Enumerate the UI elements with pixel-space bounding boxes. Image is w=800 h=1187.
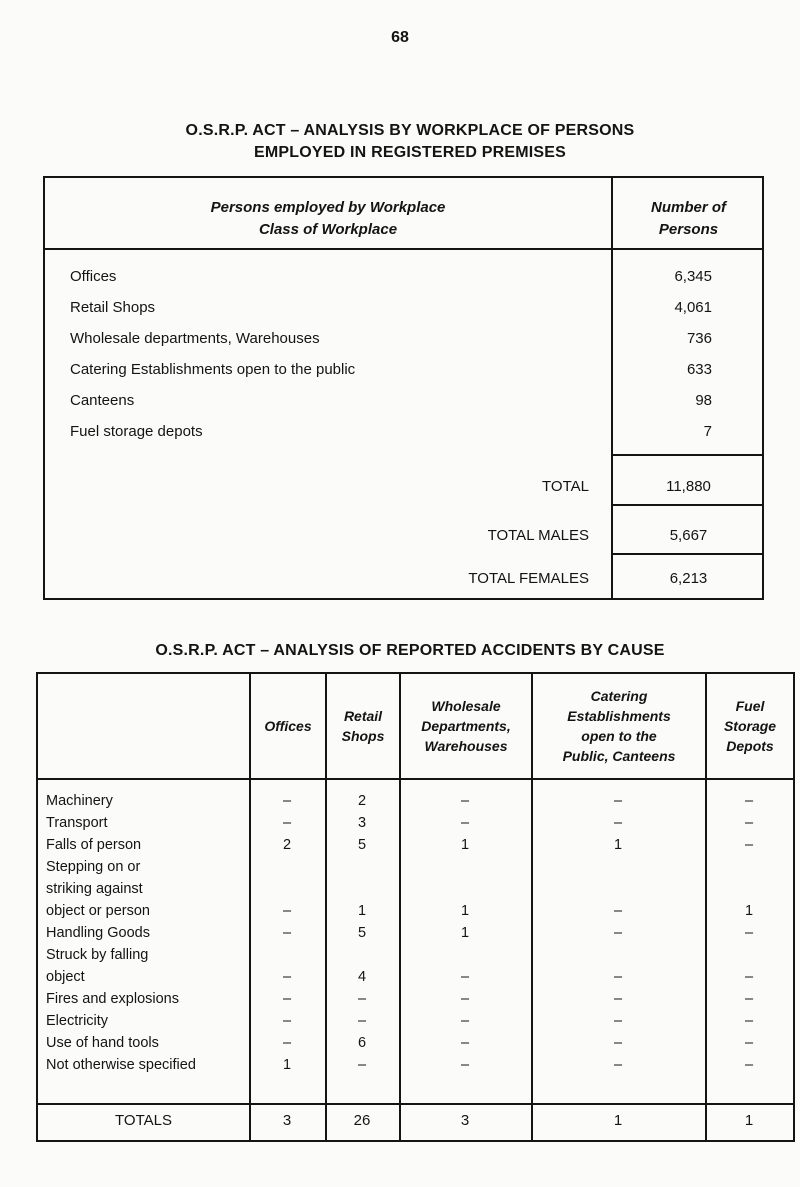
table-row [45,268,764,292]
row-label: Fuel storage depots [70,423,203,440]
table-row [38,922,793,944]
row-value: 6,345 [674,268,712,285]
row-label: Catering Establishments open to the public [70,361,356,378]
cell-value: 1 [282,1057,292,1073]
cell-value: – [282,991,292,1007]
accidents-by-cause-table [36,672,795,1142]
cell-value: – [357,1013,367,1029]
column-header-catering [533,674,705,778]
table-row [38,812,793,834]
cell-value: – [460,1057,470,1073]
totals-divider [38,1103,793,1105]
cell-value: – [613,1035,623,1051]
total-value: 1 [744,1112,754,1129]
header-divider [45,248,762,250]
total-value: 6,213 [669,570,708,587]
table-row [38,1010,793,1032]
cell-value: – [613,815,623,831]
table-row [38,834,793,856]
row-label: Offices [70,268,117,285]
cell-value: 1 [613,837,623,853]
cell-value: – [744,1013,754,1029]
cell-value: – [744,793,754,809]
cell-value: 6 [357,1035,367,1051]
cell-value: – [460,1013,470,1029]
total-value: 3 [460,1112,470,1129]
cell-value: – [744,837,754,853]
row-value: 4,061 [674,299,712,316]
column-header-label: Offices [264,718,312,734]
cell-value: – [460,793,470,809]
header-workplace-class: Persons employed by Workplace Class of Workplace [210,199,446,238]
total-males-divider [611,504,762,506]
cell-value: – [460,991,470,1007]
total-label: TOTAL MALES [487,527,589,544]
column-header-label: Catering Establishments open to the Public, Canteens [562,688,676,764]
cell-value: – [282,925,292,941]
column-header-offices [251,674,325,778]
cause-label: Stepping on or striking against object or person [46,859,150,919]
table2-title: O.S.R.P. ACT – ANALYSIS OF REPORTED ACCIDENTS BY CAUSE [155,642,665,659]
cell-value: – [744,925,754,941]
cell-value: 5 [357,925,367,941]
table-row [45,330,764,354]
cell-value: 4 [357,969,367,985]
cell-value: – [282,1013,292,1029]
cell-value: – [282,793,292,809]
total-label: TOTAL FEMALES [468,570,589,587]
cell-value: 1 [460,925,470,941]
cell-value: 5 [357,837,367,853]
cell-value: – [613,925,623,941]
cell-value: – [282,903,292,919]
cause-label: Falls of person [46,837,142,853]
cell-value: 3 [357,815,367,831]
cell-value: – [357,1057,367,1073]
table-row [45,361,764,385]
total-divider [611,454,762,456]
table-row [45,423,764,447]
cell-value: 2 [357,793,367,809]
cell-value: – [282,815,292,831]
totals-label: TOTALS [115,1112,172,1129]
total-value: 11,880 [666,478,711,495]
total-value: 3 [282,1112,292,1129]
cell-value: – [613,793,623,809]
cell-value: – [460,969,470,985]
cause-label: Electricity [46,1013,109,1029]
cause-label: Transport [46,815,108,831]
cause-label: Machinery [46,793,113,809]
column-header-label: Fuel Storage Depots [723,698,777,754]
cell-value: 1 [744,903,754,919]
cell-value: – [357,991,367,1007]
row-label: Wholesale departments, Warehouses [70,330,320,347]
table1-title [0,120,800,164]
cell-value: – [744,1035,754,1051]
table-row [38,1032,793,1054]
table-row [45,299,764,323]
total-value: 1 [613,1112,623,1129]
total-value: 26 [353,1112,371,1129]
header-divider [38,778,793,780]
cause-label: Use of hand tools [46,1035,159,1051]
cell-value: – [744,815,754,831]
cell-value: – [460,815,470,831]
cell-value: 1 [460,837,470,853]
workplace-persons-table [43,176,764,600]
header-number-of-persons: Number of Persons [651,199,726,238]
column-header-label: Retail Shops [341,708,385,744]
cell-value: – [613,991,623,1007]
cell-value: – [282,969,292,985]
table-row [38,790,793,812]
total-females-divider [611,553,762,555]
cell-value: 1 [460,903,470,919]
row-label: Retail Shops [70,299,156,316]
total-value: 5,667 [669,527,708,544]
cause-label: Fires and explosions [46,991,179,1007]
total-label: TOTAL [542,478,589,495]
row-value: 633 [686,361,712,378]
cause-label: Handling Goods [46,925,150,941]
cell-value: – [613,903,623,919]
column-header-retail-shops [327,674,399,778]
column-header-fuel-storage [707,674,793,778]
cell-value: – [744,969,754,985]
cell-value: 2 [282,837,292,853]
cell-value: – [613,1013,623,1029]
cell-value: – [282,1035,292,1051]
table-row [45,392,764,416]
cell-value: 1 [357,903,367,919]
cell-value: – [460,1035,470,1051]
cause-label: Not otherwise specified [46,1057,196,1073]
table-row [38,944,793,988]
table-row [38,988,793,1010]
column-header-wholesale [401,674,531,778]
column-header-label: Wholesale Departments, Warehouses [421,698,511,754]
row-value: 736 [686,330,712,347]
cell-value: – [744,991,754,1007]
row-value: 7 [703,423,712,440]
cell-value: – [744,1057,754,1073]
cell-value: – [613,969,623,985]
row-value: 98 [695,392,712,409]
page-number: 68 [391,29,409,46]
table1-title-line1: O.S.R.P. ACT – ANALYSIS BY WORKPLACE OF PERSONS [185,122,635,139]
table1-title-line2: EMPLOYED IN REGISTERED PREMISES [253,144,567,161]
table-row [38,1054,793,1076]
cause-label: Struck by falling object [46,947,149,985]
cell-value: – [613,1057,623,1073]
table-row [38,856,793,922]
row-label: Canteens [70,392,135,409]
